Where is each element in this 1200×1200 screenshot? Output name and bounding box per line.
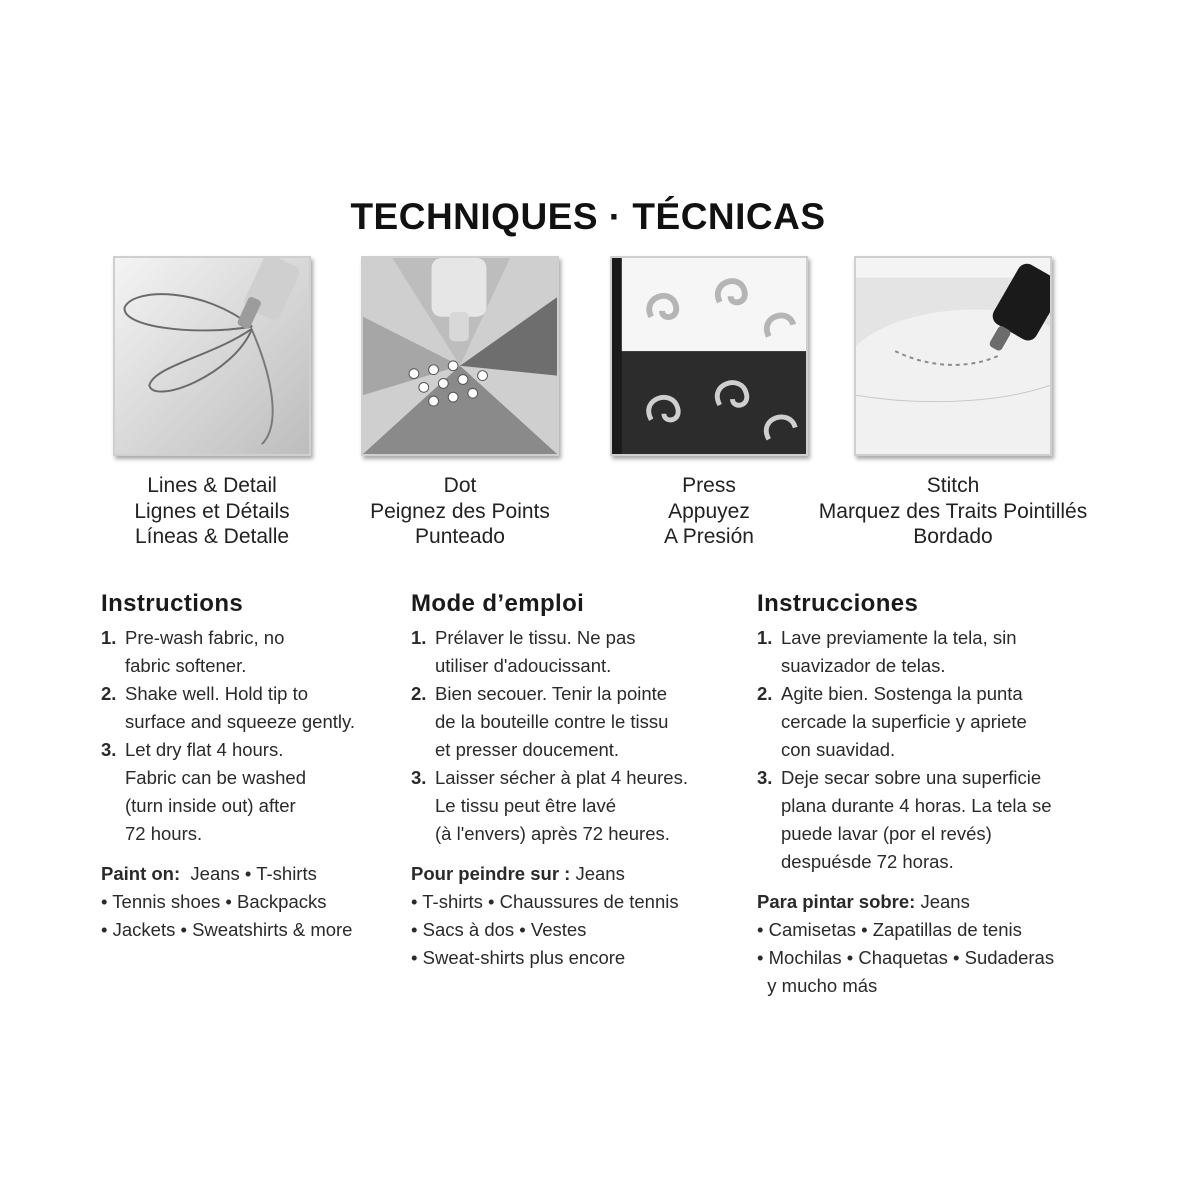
step-text: (à l'envers) après 72 heures. [435,823,670,844]
step-text: plana durante 4 horas. La tela se [781,795,1052,816]
paint-on-item: Jeans [575,863,625,884]
instruction-step [411,708,688,736]
step-number: 3. [101,739,117,760]
step-text: utiliser d'adoucissant. [435,655,612,676]
technique-label-es: Bordado [913,525,993,548]
step-text: suavizador de telas. [781,655,946,676]
technique-label-es: Líneas & Detalle [134,525,290,548]
instruction-step [757,848,1054,876]
instruction-step [101,708,355,736]
instructions-heading: Mode d’emploi [411,590,585,617]
technique-label-fr: Appuyez [668,499,750,523]
step-text: Fabric can be washed [125,767,306,788]
step-text: Pre-wash fabric, no [125,627,285,648]
instruction-step [411,624,688,652]
paint-on-list [101,860,355,944]
instruction-step [757,764,1054,792]
dot-photo [361,256,559,456]
step-text: Lave previamente la tela, sin [781,627,1017,648]
instruction-step [101,652,355,680]
instruction-step [757,680,1054,708]
technique-label-en: Dot [443,474,477,497]
step-text: fabric softener. [125,655,247,676]
paint-on-item: • Jackets • Sweatshirts & more [101,919,353,940]
instruction-step [757,652,1054,680]
step-text: con suavidad. [781,739,896,760]
step-text: puede lavar (por el revés) [781,823,992,844]
instruction-step [101,736,355,764]
step-text: Deje secar sobre una superficie [781,767,1042,788]
instruction-steps [411,624,688,848]
step-text: Le tissu peut être lavé [435,795,616,816]
paint-on-list [411,860,688,972]
instruction-step [411,820,688,848]
instructions-heading: Instructions [101,590,244,617]
instruction-step [411,764,688,792]
paint-on-item: Jeans [920,891,970,912]
paint-on-item: • Sacs à dos • Vestes [411,919,587,940]
technique-label-fr: Peignez des Points [370,499,550,523]
instruction-steps [101,624,355,848]
instructions-heading: Instrucciones [757,590,919,617]
step-text: Prélaver le tissu. Ne pas [435,627,636,648]
paint-on-item: • T-shirts • Chaussures de tennis [411,891,679,912]
lines-detail-photo [113,256,311,456]
technique-label-fr: Lignes et Détails [134,499,290,523]
page-title: TECHNIQUES · TÉCNICAS [350,196,826,237]
instructions-spanish [757,590,1054,1000]
step-text: Bien secouer. Tenir la pointe [435,683,668,704]
step-number: 1. [757,627,773,648]
instruction-step [411,652,688,680]
instruction-step [757,792,1054,820]
technique-label-es: Punteado [415,525,505,548]
instruction-step [101,680,355,708]
step-text: (turn inside out) after [125,795,296,816]
step-text: Laisser sécher à plat 4 heures. [435,767,688,788]
technique-label-en: Press [682,474,736,497]
paint-on-item: • Tennis shoes • Backpacks [101,891,327,912]
step-number: 3. [757,767,773,788]
instruction-step [101,792,355,820]
instruction-step [757,624,1054,652]
instruction-step [411,792,688,820]
paint-on-item: • Sweat-shirts plus encore [411,947,626,968]
step-text: et presser doucement. [435,739,620,760]
step-text: de la bouteille contre le tissu [435,711,669,732]
technique-label-fr: Marquez des Traits Pointillés [818,499,1088,523]
paint-on-item: Jeans • T-shirts [190,863,317,884]
step-number: 1. [101,627,117,648]
step-number: 2. [757,683,773,704]
instructions-english [101,590,355,944]
step-number: 2. [411,683,427,704]
instruction-step [101,820,355,848]
instruction-step [411,736,688,764]
technique-label-es: A Presión [664,525,754,548]
paint-on-label: Paint on: [101,863,181,884]
instruction-step [757,820,1054,848]
step-text: surface and squeeze gently. [125,711,356,732]
step-number: 3. [411,767,427,788]
step-text: Let dry flat 4 hours. [125,739,284,760]
stitch-photo [854,256,1052,456]
step-text: Shake well. Hold tip to [125,683,309,704]
paint-on-label: Pour peindre sur : [411,863,571,884]
step-text: despuésde 72 horas. [781,851,954,872]
paint-on-item: • Camisetas • Zapatillas de tenis [757,919,1022,940]
technique-label-en: Lines & Detail [147,474,277,497]
step-number: 1. [411,627,427,648]
paint-on-label: Para pintar sobre: [757,891,916,912]
instruction-step [101,624,355,652]
instruction-step [411,680,688,708]
step-text: cercade la superficie y apriete [781,711,1027,732]
instruction-step [757,736,1054,764]
paint-on-item: y mucho más [757,975,878,996]
paint-on-list [757,888,1054,1000]
press-photo [610,256,808,456]
step-text: Agite bien. Sostenga la punta [781,683,1023,704]
step-number: 2. [101,683,117,704]
paint-on-item: • Mochilas • Chaquetas • Sudaderas [757,947,1055,968]
technique-label-en: Stitch [926,474,980,497]
instructions-french [411,590,688,972]
instruction-steps [757,624,1054,876]
step-text: 72 hours. [125,823,203,844]
instruction-step [101,764,355,792]
instruction-step [757,708,1054,736]
technique-stitch [803,256,1103,550]
